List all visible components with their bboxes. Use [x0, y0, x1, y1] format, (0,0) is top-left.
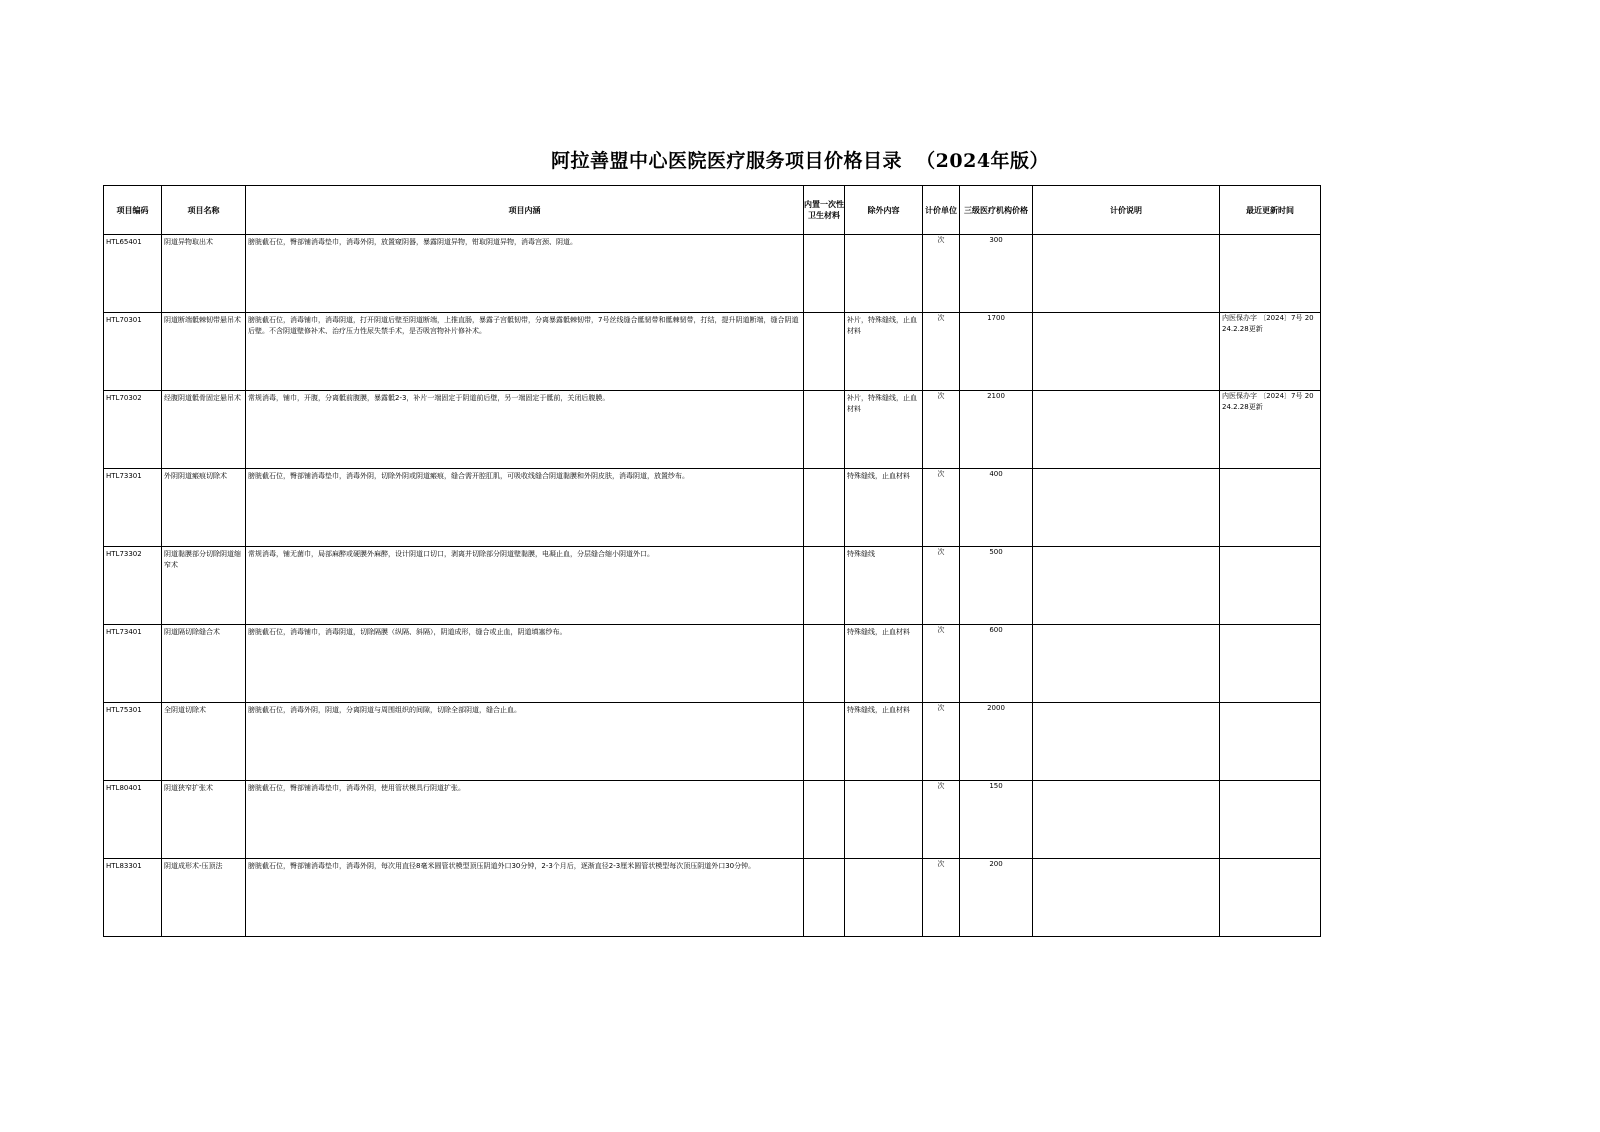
cell-price: 500: [960, 547, 1033, 625]
cell-content: 膀胱截石位，消毒铺巾，消毒阴道，打开阴道后壁至阴道断端，上推直肠，暴露子宫骶韧带，分离暴露骶棘韧带，7号丝线缝合骶韧带和骶棘韧带，打结，提升阴道断端，缝合阴道后壁。不含阴道壁修补术、治疗压力性尿失禁手术，是否吸宫物补片修补术。: [246, 313, 804, 391]
cell-content: 常规消毒，铺无菌巾，局部麻醉或硬膜外麻醉，设计阴道口切口，剥离并切除部分阴道壁黏膜，电凝止血，分层缝合缩小阴道外口。: [246, 547, 804, 625]
cell-notes: [1033, 469, 1220, 547]
cell-price: 600: [960, 625, 1033, 703]
cell-exclusions: [845, 781, 923, 859]
cell-unit: 次: [923, 859, 960, 937]
cell-content: 常规消毒，铺巾，开腹，分离骶前腹膜，暴露骶2-3，补片一端固定于阴道前后壁，另一端固定于骶前，关闭后腹膜。: [246, 391, 804, 469]
table-header-row: [104, 186, 1321, 235]
cell-content: 膀胱截石位，消毒外阴，阴道，分离阴道与周围组织的间隙，切除全部阴道，缝合止血。: [246, 703, 804, 781]
table-row: [104, 859, 1321, 937]
cell-notes: [1033, 235, 1220, 313]
cell-price: 400: [960, 469, 1033, 547]
header-notes: 计价说明: [1033, 186, 1220, 235]
header-exclusions: 除外内容: [845, 186, 923, 235]
cell-exclusions: 特殊缝线: [845, 547, 923, 625]
cell-code: HTL75301: [104, 703, 162, 781]
cell-name: 经腹阴道骶骨固定悬吊术: [162, 391, 246, 469]
header-consumables: 内置一次性卫生材料: [804, 186, 845, 235]
table-row: [104, 703, 1321, 781]
header-updated: 最近更新时间: [1220, 186, 1321, 235]
cell-consumables: [804, 859, 845, 937]
cell-unit: 次: [923, 469, 960, 547]
cell-consumables: [804, 469, 845, 547]
table-row: [104, 781, 1321, 859]
cell-exclusions: [845, 859, 923, 937]
cell-name: 阴道异物取出术: [162, 235, 246, 313]
cell-updated: [1220, 703, 1321, 781]
cell-name: 阴道狭窄扩张术: [162, 781, 246, 859]
cell-code: HTL65401: [104, 235, 162, 313]
cell-notes: [1033, 703, 1220, 781]
cell-name: 阴道成形术-压顶法: [162, 859, 246, 937]
cell-unit: 次: [923, 313, 960, 391]
cell-name: 外阴阴道瘢痕切除术: [162, 469, 246, 547]
document-title: 阿拉善盟中心医院医疗服务项目价格目录 （2024年版）: [550, 150, 1050, 172]
cell-exclusions: 特殊缝线，止血材料: [845, 625, 923, 703]
cell-unit: 次: [923, 781, 960, 859]
table-row: [104, 625, 1321, 703]
price-table: [103, 185, 1321, 937]
table-row: [104, 235, 1321, 313]
cell-updated: [1220, 859, 1321, 937]
cell-updated: [1220, 469, 1321, 547]
cell-code: HTL73401: [104, 625, 162, 703]
cell-updated: 内医保办字 〔2024〕7号 2024.2.28更新: [1220, 391, 1321, 469]
cell-code: HTL73301: [104, 469, 162, 547]
cell-unit: 次: [923, 703, 960, 781]
header-name: 项目名称: [162, 186, 246, 235]
header-content: 项目内涵: [246, 186, 804, 235]
cell-unit: 次: [923, 391, 960, 469]
cell-consumables: [804, 547, 845, 625]
cell-consumables: [804, 313, 845, 391]
cell-consumables: [804, 781, 845, 859]
cell-name: 阴道断端骶棘韧带悬吊术: [162, 313, 246, 391]
cell-updated: [1220, 625, 1321, 703]
cell-consumables: [804, 703, 845, 781]
cell-content: 膀胱截石位，臀部铺消毒垫巾，消毒外阴，每次用直径8毫米圆管状模型顶压阴道外口30分钟，2-3个月后，逐渐直径2-3厘米圆管状模型每次顶压阴道外口30分钟。: [246, 859, 804, 937]
table-row: [104, 313, 1321, 391]
cell-price: 150: [960, 781, 1033, 859]
cell-content: 膀胱截石位，消毒铺巾，消毒阴道，切除隔膜（纵隔、斜隔），阴道成形，缝合或止血，阴道填塞纱布。: [246, 625, 804, 703]
cell-updated: [1220, 235, 1321, 313]
table-row: [104, 391, 1321, 469]
cell-exclusions: 补片，特殊缝线，止血材料: [845, 313, 923, 391]
cell-exclusions: 特殊缝线，止血材料: [845, 703, 923, 781]
cell-notes: [1033, 781, 1220, 859]
cell-notes: [1033, 625, 1220, 703]
table-row: [104, 469, 1321, 547]
cell-content: 膀胱截石位，臀部铺消毒垫巾，消毒外阴，放置窥阴器，暴露阴道异物，钳取阴道异物，消毒宫颈、阴道。: [246, 235, 804, 313]
cell-unit: 次: [923, 547, 960, 625]
cell-unit: 次: [923, 235, 960, 313]
cell-price: 300: [960, 235, 1033, 313]
cell-price: 2000: [960, 703, 1033, 781]
cell-notes: [1033, 547, 1220, 625]
cell-price: 1700: [960, 313, 1033, 391]
cell-notes: [1033, 859, 1220, 937]
cell-content: 膀胱截石位，臀部铺消毒垫巾，消毒外阴，使用管状模具行阴道扩张。: [246, 781, 804, 859]
cell-updated: [1220, 547, 1321, 625]
cell-code: HTL70301: [104, 313, 162, 391]
cell-updated: 内医保办字 〔2024〕7号 2024.2.28更新: [1220, 313, 1321, 391]
header-unit: 计价单位: [923, 186, 960, 235]
cell-exclusions: 特殊缝线，止血材料: [845, 469, 923, 547]
cell-content: 膀胱截石位，臀部铺消毒垫巾，消毒外阴，切除外阴或阴道瘢痕，缝合需开腔肛肌，可吸收线缝合阴道黏膜和外阴皮肤，消毒阴道，放置纱布。: [246, 469, 804, 547]
cell-price: 2100: [960, 391, 1033, 469]
cell-updated: [1220, 781, 1321, 859]
cell-unit: 次: [923, 625, 960, 703]
cell-name: 阴道隔切除缝合术: [162, 625, 246, 703]
cell-code: HTL83301: [104, 859, 162, 937]
cell-consumables: [804, 625, 845, 703]
header-code: 项目编码: [104, 186, 162, 235]
cell-name: 阴道黏膜部分切除阴道缩窄术: [162, 547, 246, 625]
cell-price: 200: [960, 859, 1033, 937]
table-row: [104, 547, 1321, 625]
cell-consumables: [804, 235, 845, 313]
cell-code: HTL73302: [104, 547, 162, 625]
cell-exclusions: 补片，特殊缝线，止血材料: [845, 391, 923, 469]
cell-notes: [1033, 313, 1220, 391]
header-price: 三级医疗机构价格: [960, 186, 1033, 235]
cell-exclusions: [845, 235, 923, 313]
cell-consumables: [804, 391, 845, 469]
cell-code: HTL80401: [104, 781, 162, 859]
cell-name: 全阴道切除术: [162, 703, 246, 781]
cell-notes: [1033, 391, 1220, 469]
cell-code: HTL70302: [104, 391, 162, 469]
